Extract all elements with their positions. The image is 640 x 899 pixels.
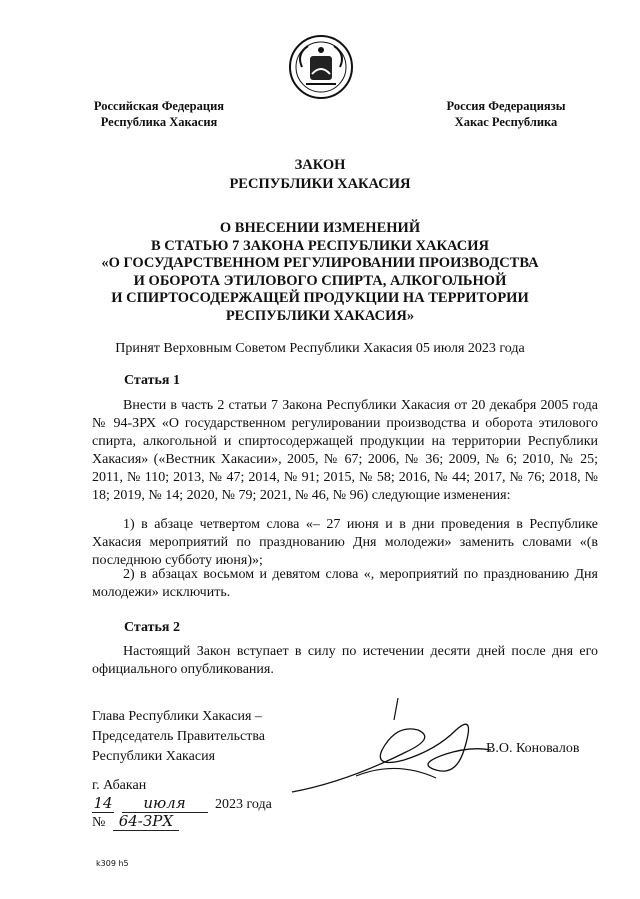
law-subject — [60, 220, 580, 325]
handwritten-signature — [286, 690, 496, 800]
article-1-item-1 — [92, 516, 598, 570]
article-2-text-body: Настоящий Закон вступает в силу по истечении десяти дней после дня его официального опубликования. — [92, 644, 598, 677]
header-right-line2: Хакас Республика — [454, 115, 558, 129]
number-prefix: № — [92, 815, 106, 830]
header-left — [92, 98, 226, 130]
signatory-title-line3: Республики Хакасия — [92, 749, 216, 764]
subject-line: О ВНЕСЕНИИ ИЗМЕНЕНИЙ — [219, 220, 421, 236]
article-1-item-2-text: 2) в абзацах восьмом и девятом слова «, мероприятий по празднованию Дня молодежи» исключить. — [92, 567, 598, 600]
article-1-heading: Статья 1 — [124, 373, 180, 388]
article-1-item-1-text: 1) в абзаце четвертом слова «– 27 июня и в дни проведения в Республике Хакасия мероприятий по празднованию Дня молодежи» заменить словами «(в последнюю субботу июня)»; — [92, 517, 598, 568]
header-left-line1: Российская Федерация — [93, 99, 225, 113]
subject-line: В СТАТЬЮ 7 ЗАКОНА РЕСПУБЛИКИ ХАКАСИЯ — [150, 237, 489, 254]
subject-line: И ОБОРОТА ЭТИЛОВОГО СПИРТА, АЛКОГОЛЬНОЙ — [133, 272, 507, 289]
article-1-intro — [92, 397, 598, 505]
date-month: июля — [122, 794, 208, 813]
signatory-title — [92, 707, 265, 767]
article-2-heading: Статья 2 — [124, 620, 180, 635]
number-value: 64-ЗРХ — [113, 812, 179, 831]
law-title-line1: ЗАКОН — [294, 157, 346, 173]
article-2-text — [92, 643, 598, 679]
subject-line: РЕСПУБЛИКИ ХАКАСИЯ» — [225, 307, 415, 324]
footer-code: k309 h5 — [96, 859, 129, 868]
header-right-line1: Россия Федерациязы — [446, 99, 566, 113]
adoption-note: Принят Верховным Советом Республики Хакасия 05 июля 2023 года — [115, 341, 525, 356]
subject-line: «О ГОСУДАРСТВЕННОМ РЕГУЛИРОВАНИИ ПРОИЗВОДСТВА — [101, 255, 539, 271]
signatory-name: В.О. Коновалов — [486, 741, 580, 756]
signing-date — [92, 794, 272, 813]
law-number — [92, 812, 179, 831]
signatory-title-line1: Глава Республики Хакасия – — [92, 709, 262, 724]
signatory-title-line2: Председатель Правительства — [92, 729, 265, 744]
coat-of-arms-icon — [288, 34, 354, 100]
article-1-item-2 — [92, 566, 598, 602]
header-left-line2: Республика Хакасия — [100, 115, 218, 129]
date-day: 14 — [93, 794, 113, 812]
subject-line: И СПИРТОСОДЕРЖАЩЕЙ ПРОДУКЦИИ НА ТЕРРИТОРИИ — [111, 290, 529, 306]
article-1-intro-text: Внести в часть 2 статьи 7 Закона Республики Хакасия от 20 декабря 2005 года № 94-ЗРХ «О государственном регулировании производства и оборота этилового спирта, алкогольной и спиртосодержащей продукции на территории Республики Хакасия» («Вестник Хакасии», 2005, № 67; 2006, № 36; 2009, № 6; 2010, № 25; 2011, № 110; 2013, № 47; 2014, № 91; 2015, № 58; 2016, № 44; 2017, № 76; 2018, № 18; 2019, № 14; 2020, № 79; 2021, № 46, № 96) следующие изменения: — [92, 398, 598, 503]
law-title-line2: РЕСПУБЛИКИ ХАКАСИЯ — [229, 176, 411, 192]
law-title — [0, 156, 640, 194]
place: г. Абакан — [92, 778, 147, 793]
date-year: 2023 года — [215, 797, 272, 812]
header-right — [446, 98, 566, 130]
